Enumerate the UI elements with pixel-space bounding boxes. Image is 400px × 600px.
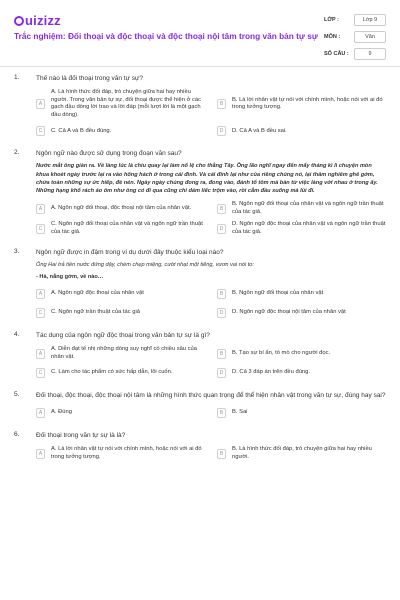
option-text: C. Ngôn ngữ đối thoại của nhân vật và ngôn ngữ trần thuật của tác giả. — [51, 221, 203, 235]
option-text: C. Ngôn ngữ trần thuật của tác giả — [51, 309, 140, 316]
answer-options — [36, 287, 386, 320]
answer-option[interactable] — [36, 406, 205, 420]
option-letter-box: A — [36, 289, 45, 299]
answer-option[interactable] — [36, 306, 205, 320]
answer-option[interactable] — [217, 406, 386, 420]
answer-options — [36, 89, 386, 138]
option-text: D. Cả A và B đều sai. — [232, 127, 287, 134]
option-letter-box: B — [217, 449, 226, 459]
answer-option[interactable] — [217, 221, 386, 236]
question-item — [0, 149, 400, 236]
meta-value: Văn — [354, 31, 386, 43]
worksheet-header — [0, 0, 400, 62]
question-number: 1. — [14, 74, 20, 81]
option-letter-box: D — [217, 308, 226, 318]
option-text: A. Ngôn ngữ đối thoại, độc thoại nội tâm của nhân vật. — [51, 204, 192, 211]
answer-option[interactable] — [36, 221, 205, 236]
option-letter-box: C — [36, 308, 45, 318]
option-letter-box: C — [36, 126, 45, 136]
meta-row-subject — [324, 29, 386, 44]
meta-value: Lớp 9 — [354, 14, 386, 26]
option-text: C. Cả A và B đều đúng. — [51, 127, 112, 134]
answer-option[interactable] — [36, 446, 205, 461]
option-letter-box: A — [36, 449, 45, 459]
option-text: A. Là hình thức đối đáp, trò chuyện giữa hai hay nhiều người. Trong văn bản tự sự, đối thoại được thể hiện ở các gạch đầu dòng lời trao và lời đáp (mỗi lượt lời là một gạch đầu dòng). — [51, 89, 202, 118]
option-letter-box: B — [217, 289, 226, 299]
option-letter-box: D — [217, 368, 226, 378]
question-passage: Ông Hai trả tiền nước đứng dậy, chèm chẹp miệng, cười nhạt một tiếng, vươn vai nói to: — [36, 261, 254, 268]
option-letter-box: B — [217, 408, 226, 418]
question-number: 2. — [14, 149, 20, 157]
option-text: A. Ngôn ngữ độc thoại của nhân vật — [51, 290, 144, 297]
option-letter-box: C — [36, 368, 45, 378]
question-text: Đối thoại, độc thoại, độc thoại nội tâm là những hình thức quan trọng để thể hiện nhân vật trong văn tự sự, đúng hay sai? — [36, 392, 386, 400]
meta-label: SỐ CÂU : — [324, 50, 349, 57]
logo-q-glyph — [14, 16, 24, 26]
answer-option[interactable] — [217, 89, 386, 119]
question-item — [0, 331, 400, 380]
option-text: A. Đúng — [51, 409, 72, 416]
question-number: 5. — [14, 391, 20, 399]
option-letter-box: A — [36, 408, 45, 418]
question-text: Đối thoại trong văn tự sự là là? — [36, 432, 126, 440]
answer-options — [36, 346, 386, 380]
meta-row-class — [324, 12, 386, 27]
option-text: A. Là lời nhân vật tự nói với chính mình, hoặc nói với ai đó trong tưởng tượng. — [51, 446, 202, 460]
option-text: D. Ngôn ngữ độc thoại nội tâm của nhân vật — [232, 309, 346, 316]
meta-value: 9 — [354, 48, 386, 60]
meta-label: MÔN : — [324, 33, 341, 40]
option-text: B. Tạo sự bí ẩn, tò mò cho người đọc. — [232, 349, 331, 356]
question-text: Ngôn ngữ nào được sử dụng trong đoạn văn sau? — [36, 150, 182, 158]
question-text: Tác dụng của ngôn ngữ độc thoại trong văn bản tự sự là gì? — [36, 331, 210, 339]
answer-option[interactable] — [217, 446, 386, 461]
answer-option[interactable] — [217, 346, 386, 361]
answer-options — [36, 406, 386, 420]
question-item — [0, 74, 400, 138]
question-item — [0, 431, 400, 461]
meta-panel — [324, 12, 386, 63]
answer-option[interactable] — [217, 287, 386, 301]
header-divider — [0, 66, 400, 67]
answer-option[interactable] — [36, 201, 205, 216]
meta-row-count — [324, 46, 386, 61]
answer-option[interactable] — [217, 306, 386, 320]
option-text: A. Diễn đạt tế nhị những dòng suy nghĩ có chiều sâu của nhân vật. — [51, 345, 198, 360]
option-text: B. Ngôn ngữ đối thoại của nhân vật và ngôn ngữ trần thuật của tác giả. — [232, 201, 384, 215]
question-passage: Nước mắt ông giàn ra. Về làng lúc là chiu quay lại làm nổ lệ cho thằng Tây. Ông lão nghĩ ngay đến mấy tháng kì lì chuyện mòn khua khoét ngày trước lại ra vào hống hách ở trong cái đình. Và cái đình lại như của riêng chúng nó, lại thâm nghiêm ghê gớm, chứa toàn những sự ức hiếp, đè nén. Ngày ngày chúng đong ra, đong vào, đánh tổ tôm mà bàn từ việc làng với nhau ở trong ấy. Những hạng khố rách áo ôm như ông có đi qua cũng chỉ dám liếc trộm vào, rồi cắm đầu xuống mà lủi đi. — [36, 163, 378, 194]
option-letter-box: D — [217, 224, 226, 234]
option-letter-box: A — [36, 349, 45, 359]
option-letter-box: B — [217, 99, 226, 109]
answer-option[interactable] — [36, 124, 205, 138]
answer-option[interactable] — [36, 89, 205, 119]
quizizz-logo — [14, 13, 61, 28]
option-text: B. Ngôn ngữ đối thoại của nhân vật — [232, 290, 324, 297]
option-letter-box: C — [36, 224, 45, 234]
option-letter-box: A — [36, 204, 45, 214]
question-list — [0, 74, 400, 472]
option-letter-box: A — [36, 99, 45, 109]
answer-option[interactable] — [217, 201, 386, 216]
question-item — [0, 248, 400, 320]
option-text: C. Làm cho tác phẩm có sức hấp dẫn, lôi cuốn. — [51, 369, 173, 376]
answer-option[interactable] — [36, 346, 205, 361]
question-passage-highlight: - Hà, nắng gớm, về nào… — [36, 273, 104, 280]
option-text: D. Cả 3 đáp án trên đều đúng. — [232, 369, 310, 376]
page-title: Trắc nghiệm: Đối thoại và độc thoại và độc thoại nội tâm trong văn bản tự sự — [14, 31, 318, 41]
answer-option[interactable] — [217, 366, 386, 380]
option-letter-box: B — [217, 204, 226, 214]
question-number: 3. — [14, 247, 20, 255]
question-number: 4. — [14, 330, 20, 338]
question-number: 6. — [14, 431, 20, 439]
question-text: Thế nào là đối thoại trong văn tự sự? — [36, 75, 143, 82]
option-letter-box: D — [217, 126, 226, 136]
answer-options — [36, 446, 386, 461]
meta-label: LỚP : — [324, 16, 339, 23]
option-text: B. Là hình thức đối đáp, trò chuyện giữa hai hay nhiều người. — [232, 446, 372, 460]
answer-option[interactable] — [36, 366, 205, 380]
answer-option[interactable] — [36, 287, 205, 301]
option-letter-box: B — [217, 349, 226, 359]
question-text: Ngôn ngữ được in đậm trong ví dụ dưới đây thuộc kiểu loại nào? — [36, 248, 224, 256]
option-text: B. Là lời nhân vật tự nói với chính mình, hoặc nói với ai đó trong tưởng tượng. — [232, 96, 383, 111]
logo-text: uizizz — [25, 13, 61, 28]
option-text: B. Sai — [232, 409, 248, 416]
answer-options — [36, 201, 386, 236]
answer-option[interactable] — [217, 124, 386, 138]
question-item — [0, 391, 400, 420]
option-text: D. Ngôn ngữ độc thoại của nhân vật và ngôn ngữ trần thuật của tác giả. — [232, 221, 386, 235]
